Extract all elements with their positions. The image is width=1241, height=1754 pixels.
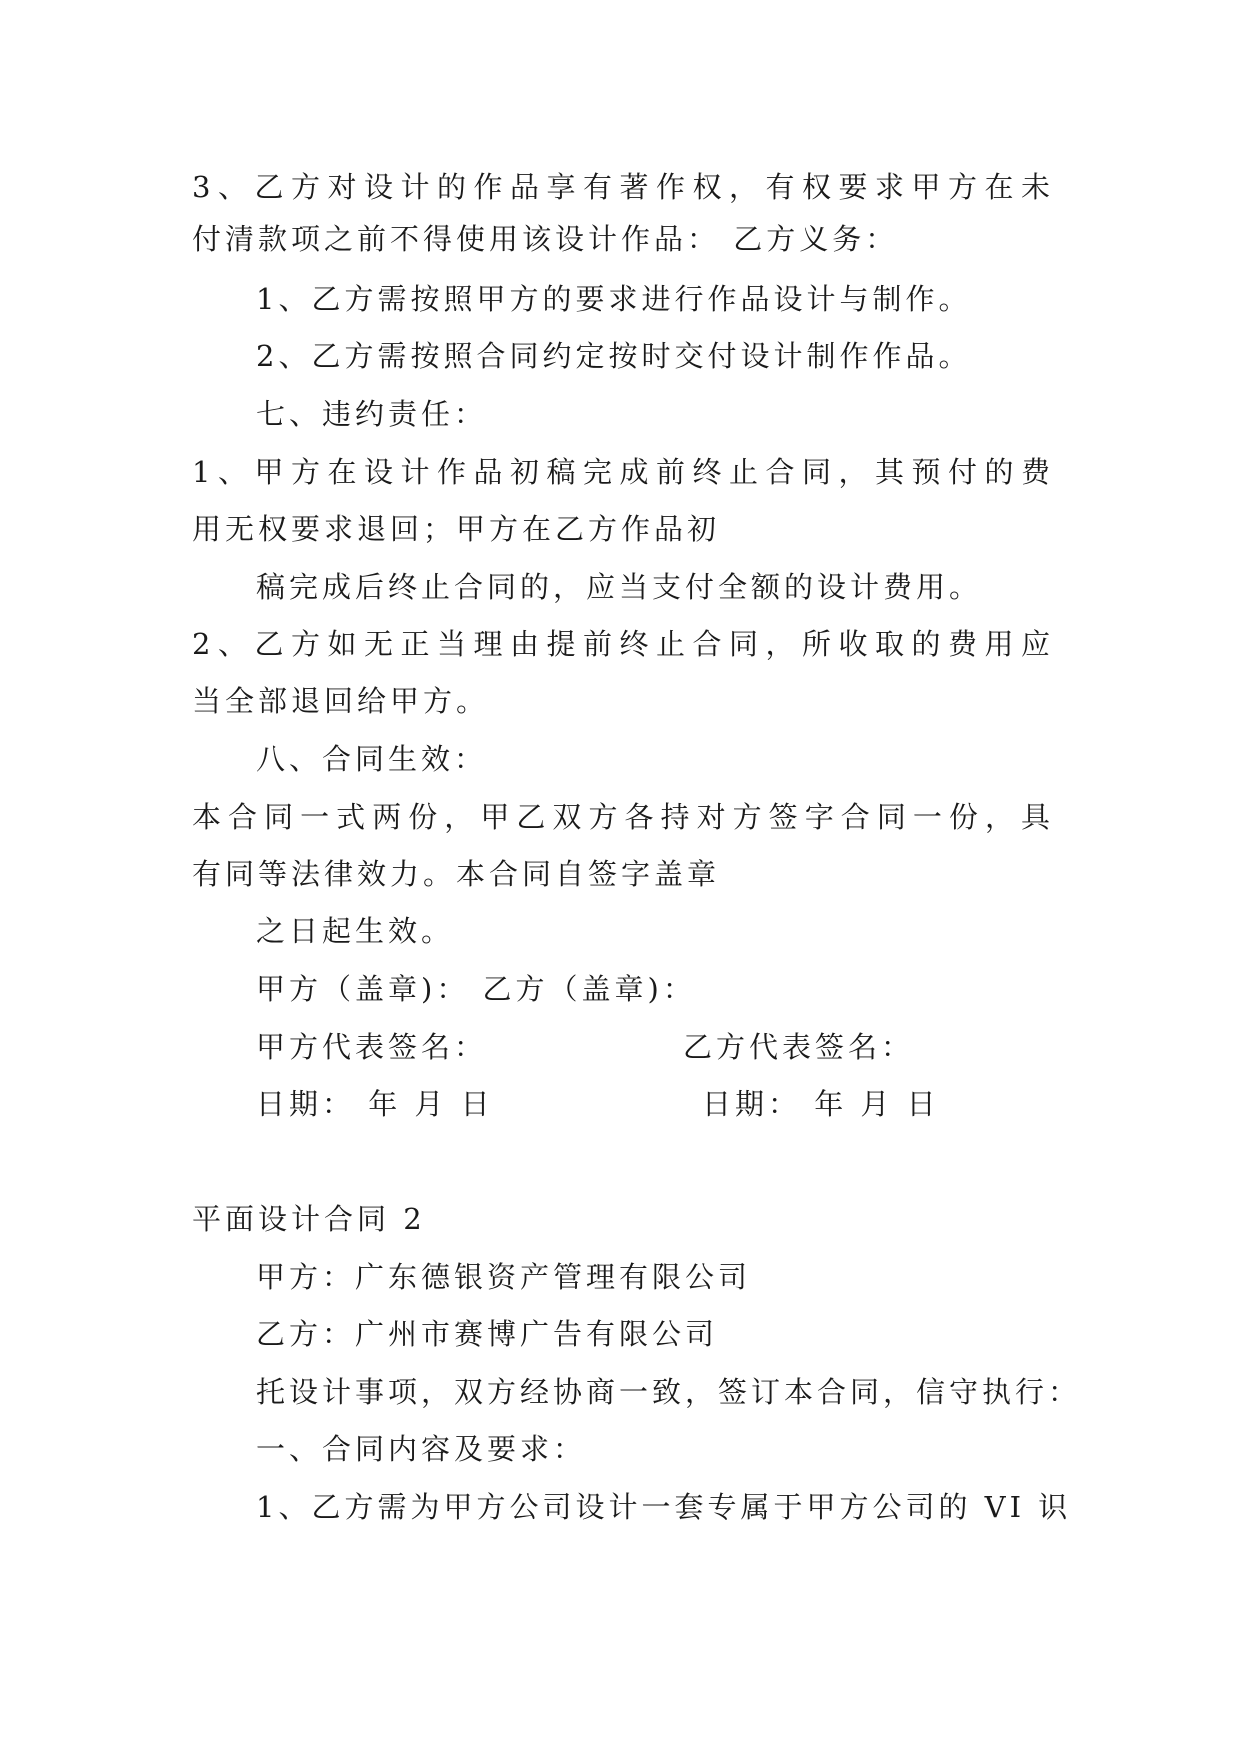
- paragraph-line: 2、乙方如无正当理由提前终止合同，所收取的费用应: [192, 627, 1050, 661]
- paragraph-line: 付清款项之前不得使用该设计作品： 乙方义务：: [192, 222, 899, 256]
- paragraph-line: 本合同一式两份，甲乙双方各持对方签字合同一份，具: [192, 800, 1050, 834]
- contract-title: 平面设计合同 2: [192, 1202, 426, 1236]
- party-a-name: 甲方：广东德银资产管理有限公司: [256, 1260, 752, 1294]
- party-b-name: 乙方：广州市赛博广告有限公司: [256, 1317, 719, 1351]
- paragraph-line: 稿完成后终止合同的，应当支付全额的设计费用。: [256, 570, 983, 604]
- paragraph-line: 2、乙方需按照合同约定按时交付设计制作作品。: [256, 339, 972, 373]
- paragraph-line: 3、乙方对设计的作品享有著作权，有权要求甲方在未: [192, 170, 1050, 204]
- paragraph-line: 用无权要求退回；甲方在乙方作品初: [192, 512, 721, 546]
- section-heading: 一、合同内容及要求：: [256, 1432, 587, 1466]
- paragraph-line: 1、乙方需按照甲方的要求进行作品设计与制作。: [256, 282, 972, 316]
- party-a-date-line: 日期： 年 月 日: [256, 1087, 494, 1121]
- party-a-signature-label: 甲方代表签名：: [256, 1030, 488, 1064]
- paragraph-line: 1、乙方需为甲方公司设计一套专属于甲方公司的 VI 识: [256, 1490, 1072, 1524]
- seal-line: 甲方（盖章)： 乙方（盖章)：: [256, 972, 696, 1006]
- party-b-date-line: 日期： 年 月 日: [702, 1087, 940, 1121]
- paragraph-line: 当全部退回给甲方。: [192, 684, 490, 718]
- party-b-signature-label: 乙方代表签名：: [683, 1030, 915, 1064]
- section-heading: 七、违约责任：: [256, 397, 488, 431]
- paragraph-line: 托设计事项，双方经协商一致，签订本合同，信守执行：: [256, 1375, 1082, 1409]
- paragraph-line: 有同等法律效力。本合同自签字盖章: [192, 857, 721, 891]
- paragraph-line: 1、甲方在设计作品初稿完成前终止合同，其预付的费: [192, 455, 1050, 489]
- section-heading: 八、合同生效：: [256, 742, 488, 776]
- paragraph-line: 之日起生效。: [256, 914, 455, 948]
